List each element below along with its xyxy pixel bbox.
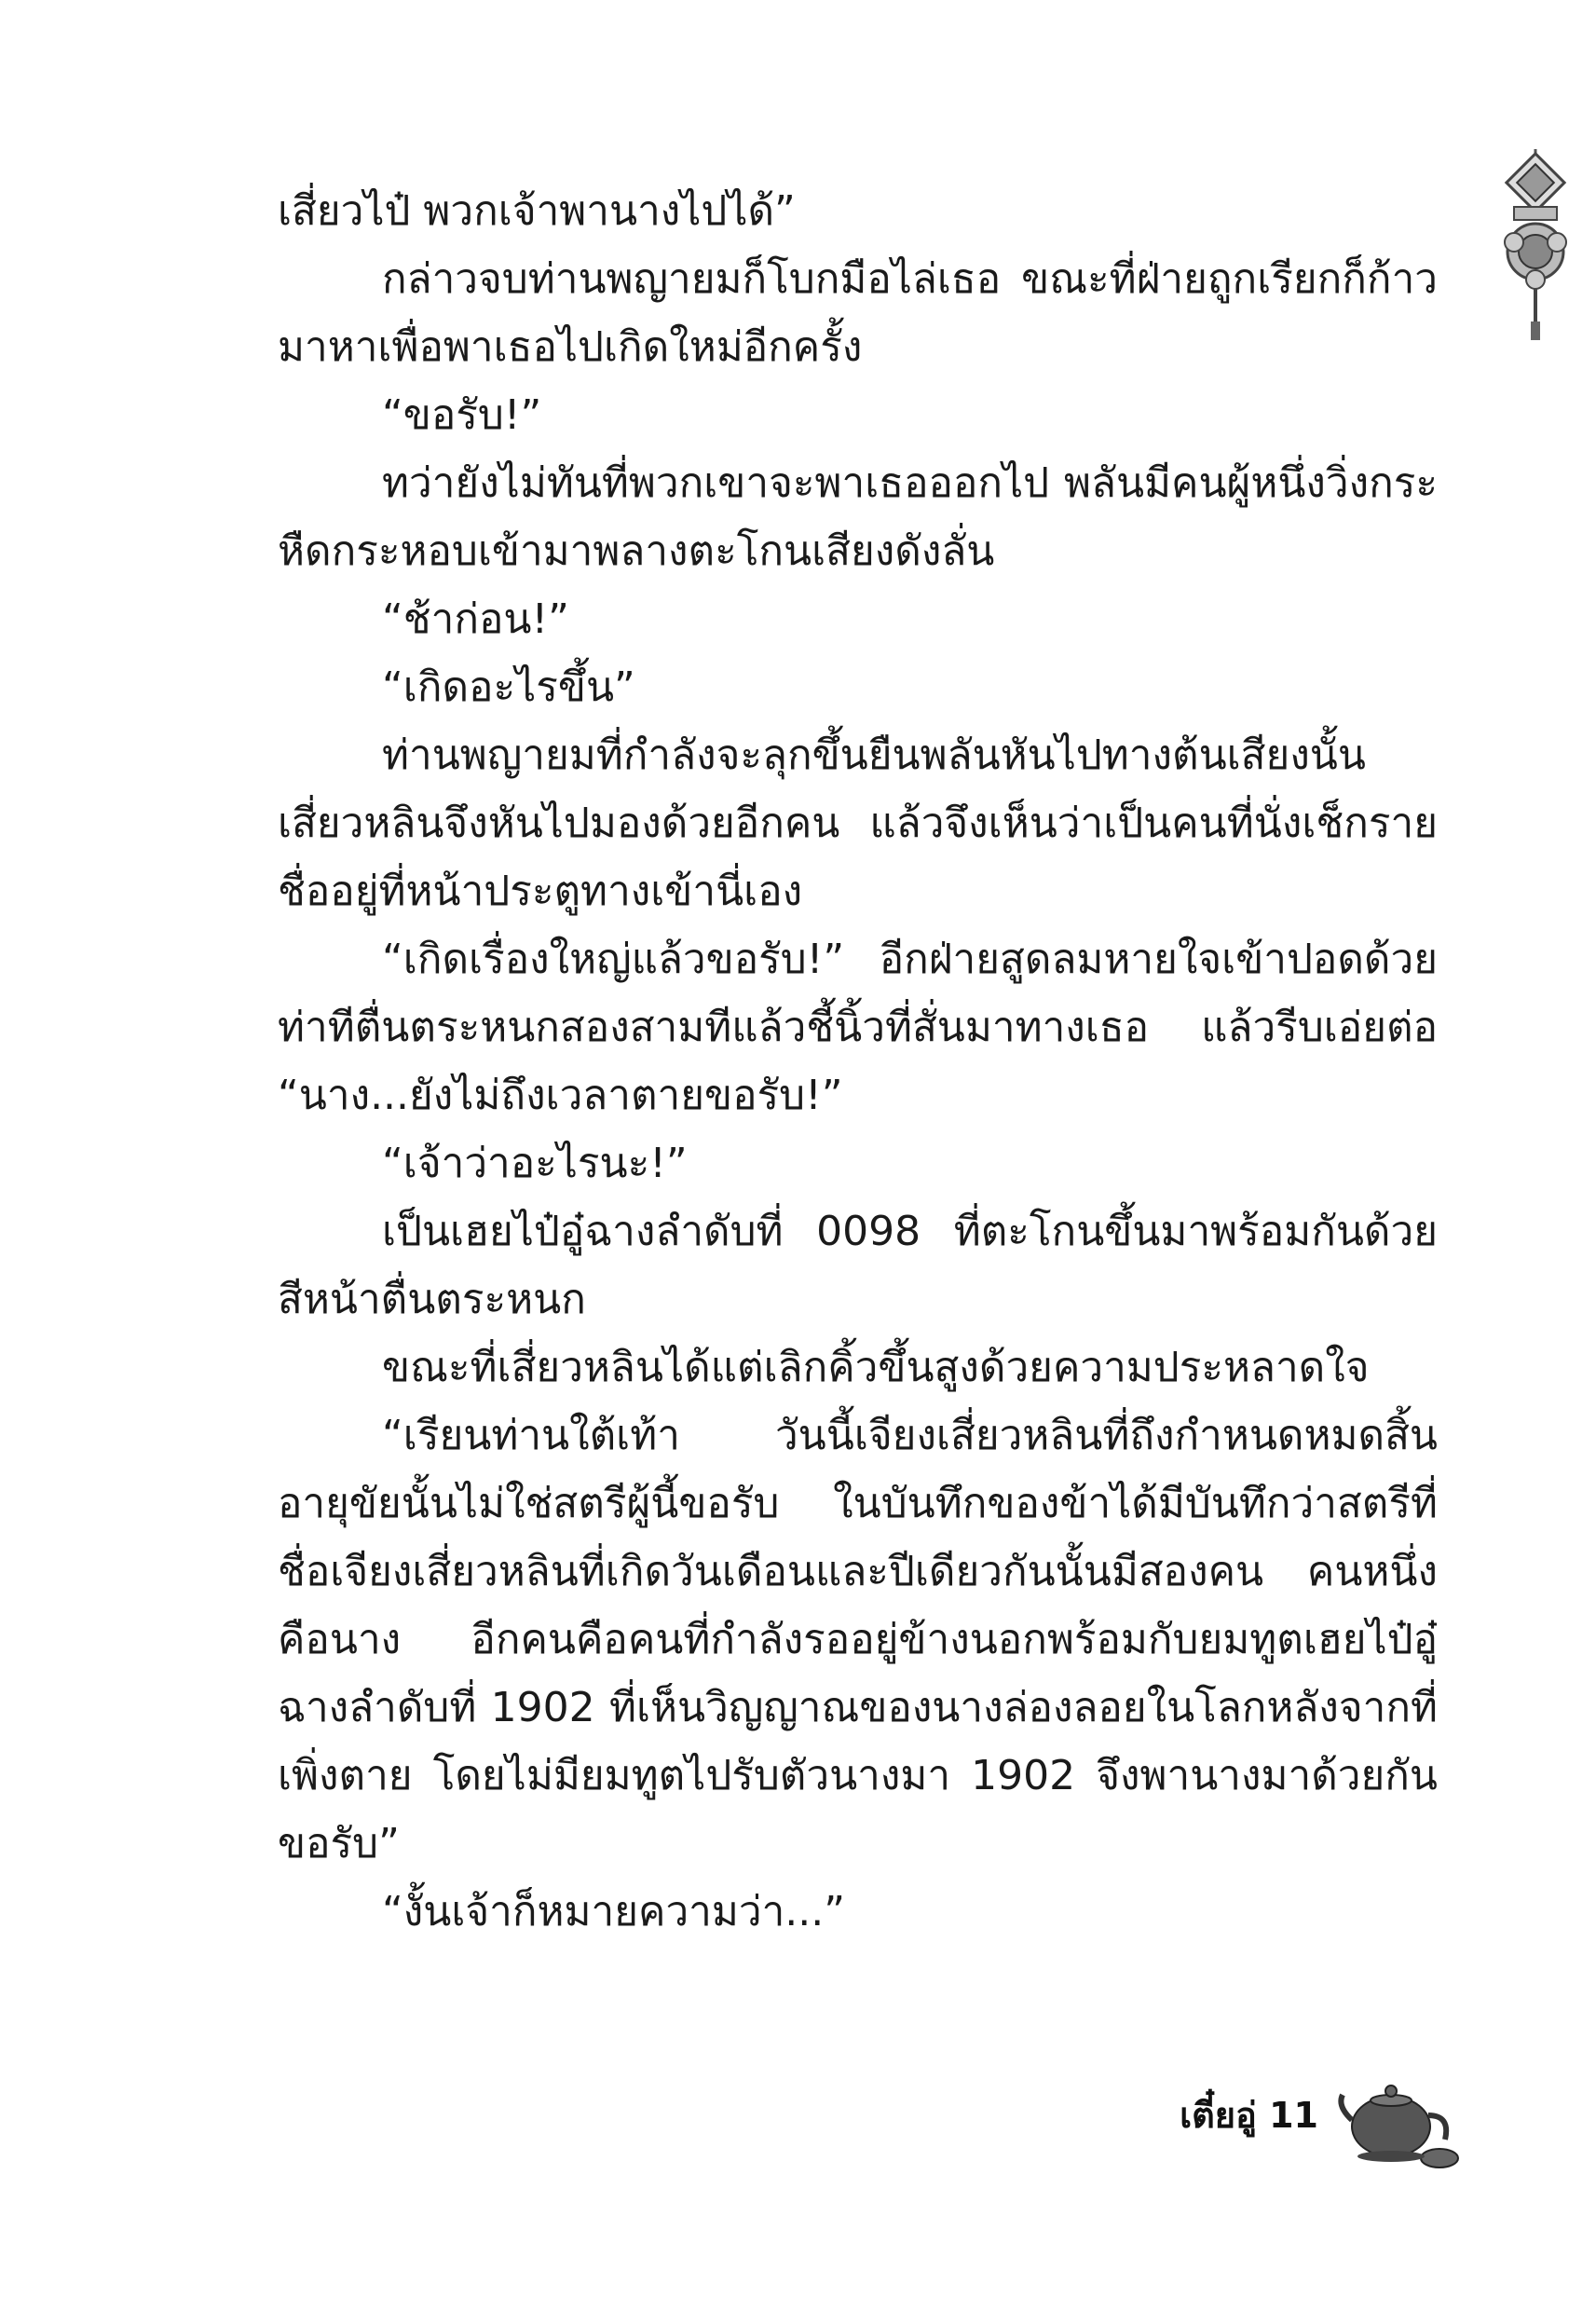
paragraph: ขณะที่เสี่ยวหลินได้แต่เลิกคิ้วขึ้นสูงด้วยความประหลาดใจ (382, 1344, 1370, 1391)
paragraph: “ขอรับ!” (382, 391, 542, 439)
chinese-knot-ornament-icon (1494, 149, 1577, 345)
paragraph: “งั้นเจ้าก็หมายความว่า...” (382, 1888, 846, 1935)
paragraph: “ช้าก่อน!” (382, 595, 569, 643)
book-title: เตี๋ยอู่ (1180, 2095, 1257, 2136)
paragraph: “เกิดอะไรขึ้น” (382, 663, 635, 711)
paragraph: ทว่ายังไม่ทันที่พวกเขาจะพาเธอออกไป พลันมีคนผู้หนึ่งวิ่งกระหืดกระหอบเข้ามาพลางตะโกนเสียงดังลั่น (278, 459, 1438, 575)
paragraph: กล่าวจบท่านพญายมก็โบกมือไล่เธอ ขณะที่ฝ่ายถูกเรียกก็ก้าวมาหาเพื่อพาเธอไปเกิดใหม่อีกครั้ง (278, 255, 1438, 371)
teapot-icon (1335, 2069, 1466, 2171)
paragraph: “เกิดเรื่องใหญ่แล้วขอรับ!” อีกฝ่ายสูดลมหายใจเข้าปอดด้วยท่าทีตื่นตระหนกสองสามทีแล้วชี้นิ้วที่สั่นมาทางเธอ แล้วรีบเอ่ยต่อ “นาง...ยังไม่ถึงเวลาตายขอรับ!” (278, 936, 1438, 1119)
paragraph: ท่านพญายมที่กำลังจะลุกขึ้นยืนพลันหันไปทางต้นเสียงนั้น เสี่ยวหลินจึงหันไปมองด้วยอีกคน แล้วจึงเห็นว่าเป็นคนที่นั่งเช็กรายชื่ออยู่ที่หน้าประตูทางเข้านี่เอง (278, 732, 1438, 915)
body-text (278, 177, 1438, 1946)
page-number: 11 (1269, 2095, 1318, 2136)
paragraph: เสี่ยวไป๋ พวกเจ้าพานางไปได้” (278, 187, 796, 235)
running-footer (1180, 2086, 1318, 2171)
paragraph: เป็นเฮยไป๋อู๋ฉางลำดับที่ 0098 ที่ตะโกนขึ้นมาพร้อมกันด้วยสีหน้าตื่นตระหนก (278, 1208, 1438, 1323)
paragraph: “เรียนท่านใต้เท้า วันนี้เจียงเสี่ยวหลินที่ถึงกำหนดหมดสิ้นอายุขัยนั้นไม่ใช่สตรีผู้นี้ขอรับ ในบันทึกของข้าได้มีบันทึกว่าสตรีที่ชื่อเจียงเสี่ยวหลินที่เกิดวันเดือนและปีเดียวกันนั้นมีสองคน คนหนึ่งคือนาง อีกคนคือคนที่กำลังรออยู่ข้างนอกพร้อมกับยมทูตเฮยไป๋อู๋ฉางลำดับที่ 1902 ที่เห็นวิญญาณของนางล่องลอยในโลกหลังจากที่เพิ่งตาย โดยไม่มียมทูตไปรับตัวนางมา 1902 จึงพานางมาด้วยกันขอรับ” (278, 1412, 1438, 1867)
page-footer (1180, 2069, 1466, 2171)
paragraph: “เจ้าว่าอะไรนะ!” (382, 1140, 688, 1187)
